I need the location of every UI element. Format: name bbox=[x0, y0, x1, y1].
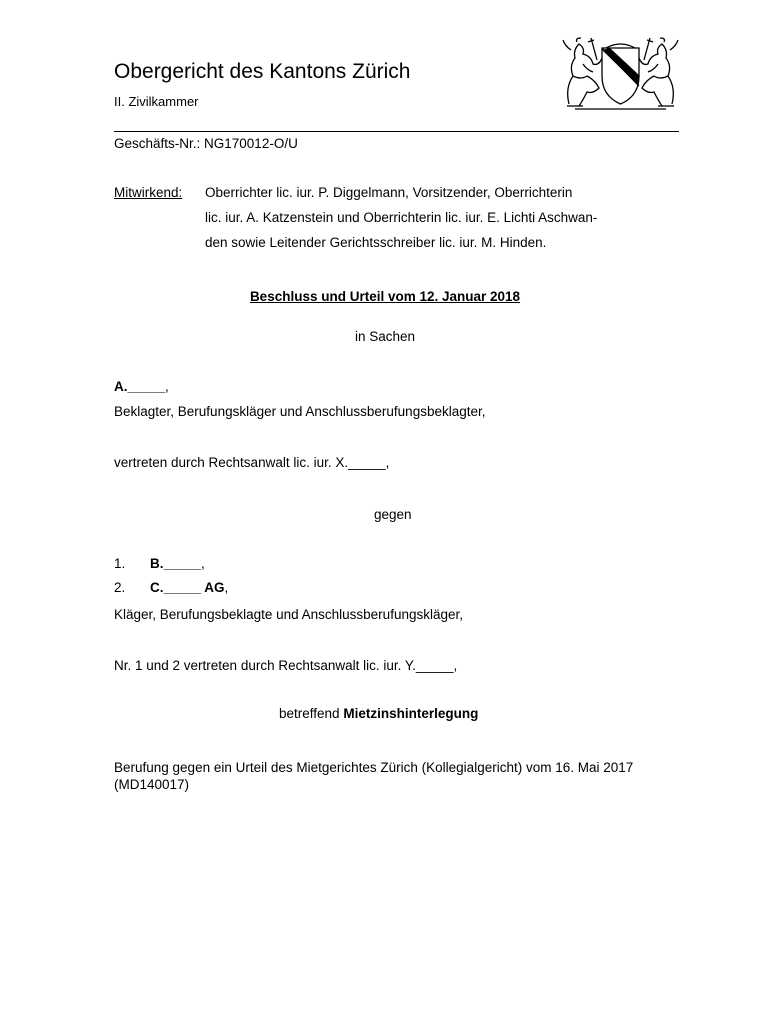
chamber-name: II. Zivilkammer bbox=[114, 94, 199, 109]
versus-label: gegen bbox=[374, 507, 412, 522]
plaintiffs-counsel: Nr. 1 und 2 vertreten durch Rechtsanwalt lic. iur. Y._____, bbox=[114, 658, 458, 673]
participants-line-1: Oberrichter lic. iur. P. Diggelmann, Vorsitzender, Oberrichterin bbox=[205, 185, 573, 200]
defendant-name: A._____ bbox=[114, 379, 166, 394]
court-title: Obergericht des Kantons Zürich bbox=[114, 60, 411, 83]
header-divider bbox=[114, 131, 679, 132]
participants-line-3: den sowie Leitender Gerichtsschreiber lic. iur. M. Hinden. bbox=[205, 235, 547, 250]
participants-line-2: lic. iur. A. Katzenstein und Oberrichterin lic. iur. E. Lichti Aschwan- bbox=[205, 210, 598, 225]
plaintiff-1-line bbox=[150, 556, 205, 571]
defendant-name-line bbox=[114, 379, 169, 394]
appeal-paragraph: Berufung gegen ein Urteil des Mietgerichtes Zürich (Kollegialgericht) vom 16. Mai 2017 (MD140017) bbox=[114, 760, 634, 792]
plaintiff-1-suffix: , bbox=[201, 556, 205, 571]
subject-line bbox=[279, 706, 478, 721]
in-re-label: in Sachen bbox=[354, 329, 416, 344]
case-number: Geschäfts-Nr.: NG170012-O/U bbox=[114, 136, 298, 151]
plaintiff-2-number: 2. bbox=[114, 580, 126, 595]
plaintiff-2-suffix: , bbox=[224, 580, 229, 595]
subject-matter: Mietzinshinterlegung bbox=[343, 706, 479, 721]
subject-prefix: betreffend bbox=[279, 706, 340, 721]
plaintiff-2-line bbox=[150, 580, 228, 595]
participants-label: Mitwirkend: bbox=[114, 185, 183, 200]
defendant-role: Beklagter, Berufungskläger und Anschlussberufungsbeklagter, bbox=[114, 404, 486, 419]
canton-coat-of-arms-icon bbox=[561, 36, 680, 111]
plaintiff-1-name: B._____ bbox=[150, 556, 202, 571]
plaintiff-2-name: C._____ AG bbox=[150, 580, 225, 595]
plaintiff-1-number: 1. bbox=[114, 556, 126, 571]
defendant-counsel: vertreten durch Rechtsanwalt lic. iur. X._____, bbox=[114, 455, 390, 470]
defendant-name-suffix: , bbox=[165, 379, 169, 394]
plaintiffs-role: Kläger, Berufungsbeklagte und Anschlussberufungskläger, bbox=[114, 607, 463, 622]
decision-title: Beschluss und Urteil vom 12. Januar 2018 bbox=[249, 289, 521, 304]
